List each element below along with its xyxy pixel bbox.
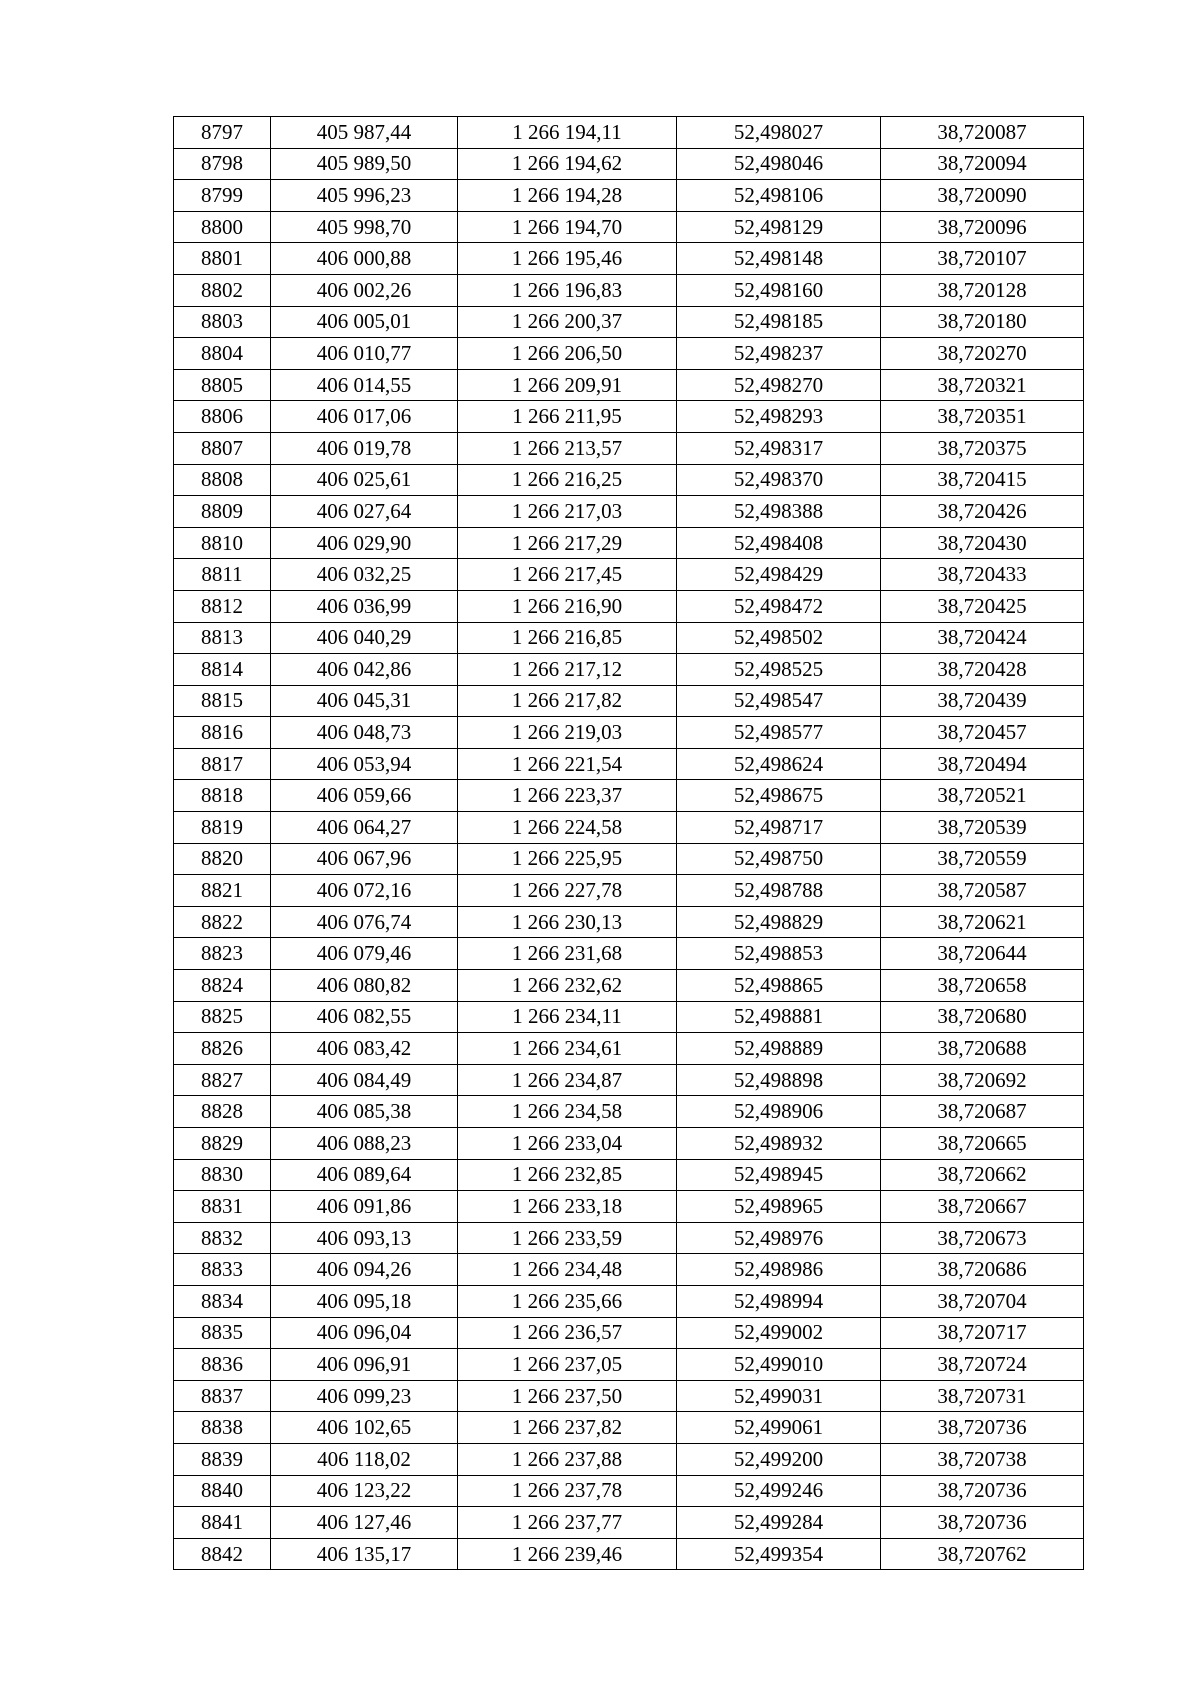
longitude-cell: 38,720270 xyxy=(881,338,1084,370)
latitude-cell: 52,498945 xyxy=(677,1159,881,1191)
x-coordinate-cell: 406 032,25 xyxy=(271,559,458,591)
latitude-cell: 52,498547 xyxy=(677,685,881,717)
latitude-cell: 52,498898 xyxy=(677,1064,881,1096)
x-coordinate-cell: 406 005,01 xyxy=(271,306,458,338)
point-number-cell: 8821 xyxy=(174,875,271,907)
longitude-cell: 38,720704 xyxy=(881,1285,1084,1317)
longitude-cell: 38,720087 xyxy=(881,117,1084,149)
point-number-cell: 8835 xyxy=(174,1317,271,1349)
y-coordinate-cell: 1 266 194,28 xyxy=(458,180,677,212)
table-row xyxy=(174,306,1084,338)
x-coordinate-cell: 406 064,27 xyxy=(271,812,458,844)
y-coordinate-cell: 1 266 232,62 xyxy=(458,970,677,1002)
longitude-cell: 38,720415 xyxy=(881,464,1084,496)
longitude-cell: 38,720736 xyxy=(881,1475,1084,1507)
y-coordinate-cell: 1 266 234,11 xyxy=(458,1001,677,1033)
table-row xyxy=(174,970,1084,1002)
longitude-cell: 38,720090 xyxy=(881,180,1084,212)
longitude-cell: 38,720428 xyxy=(881,654,1084,686)
y-coordinate-cell: 1 266 221,54 xyxy=(458,748,677,780)
longitude-cell: 38,720738 xyxy=(881,1443,1084,1475)
x-coordinate-cell: 406 059,66 xyxy=(271,780,458,812)
latitude-cell: 52,498788 xyxy=(677,875,881,907)
table-row xyxy=(174,843,1084,875)
point-number-cell: 8799 xyxy=(174,180,271,212)
latitude-cell: 52,498525 xyxy=(677,654,881,686)
y-coordinate-cell: 1 266 225,95 xyxy=(458,843,677,875)
latitude-cell: 52,499002 xyxy=(677,1317,881,1349)
longitude-cell: 38,720539 xyxy=(881,812,1084,844)
table-row xyxy=(174,1001,1084,1033)
point-number-cell: 8841 xyxy=(174,1507,271,1539)
y-coordinate-cell: 1 266 196,83 xyxy=(458,274,677,306)
point-number-cell: 8828 xyxy=(174,1096,271,1128)
table-row xyxy=(174,875,1084,907)
y-coordinate-cell: 1 266 224,58 xyxy=(458,812,677,844)
table-row xyxy=(174,1285,1084,1317)
point-number-cell: 8818 xyxy=(174,780,271,812)
x-coordinate-cell: 406 002,26 xyxy=(271,274,458,306)
y-coordinate-cell: 1 266 223,37 xyxy=(458,780,677,812)
x-coordinate-cell: 405 998,70 xyxy=(271,211,458,243)
point-number-cell: 8819 xyxy=(174,812,271,844)
longitude-cell: 38,720094 xyxy=(881,148,1084,180)
point-number-cell: 8839 xyxy=(174,1443,271,1475)
x-coordinate-cell: 406 095,18 xyxy=(271,1285,458,1317)
point-number-cell: 8814 xyxy=(174,654,271,686)
point-number-cell: 8827 xyxy=(174,1064,271,1096)
longitude-cell: 38,720439 xyxy=(881,685,1084,717)
table-row xyxy=(174,148,1084,180)
x-coordinate-cell: 406 000,88 xyxy=(271,243,458,275)
point-number-cell: 8807 xyxy=(174,432,271,464)
latitude-cell: 52,498237 xyxy=(677,338,881,370)
table-row xyxy=(174,1096,1084,1128)
point-number-cell: 8811 xyxy=(174,559,271,591)
table-row xyxy=(174,1191,1084,1223)
table-row xyxy=(174,1317,1084,1349)
latitude-cell: 52,498577 xyxy=(677,717,881,749)
y-coordinate-cell: 1 266 237,77 xyxy=(458,1507,677,1539)
x-coordinate-cell: 406 042,86 xyxy=(271,654,458,686)
table-row xyxy=(174,622,1084,654)
point-number-cell: 8833 xyxy=(174,1254,271,1286)
point-number-cell: 8829 xyxy=(174,1128,271,1160)
table-row xyxy=(174,812,1084,844)
point-number-cell: 8806 xyxy=(174,401,271,433)
point-number-cell: 8802 xyxy=(174,274,271,306)
latitude-cell: 52,498148 xyxy=(677,243,881,275)
latitude-cell: 52,498106 xyxy=(677,180,881,212)
longitude-cell: 38,720724 xyxy=(881,1349,1084,1381)
x-coordinate-cell: 406 076,74 xyxy=(271,906,458,938)
table-row xyxy=(174,590,1084,622)
y-coordinate-cell: 1 266 206,50 xyxy=(458,338,677,370)
latitude-cell: 52,498370 xyxy=(677,464,881,496)
point-number-cell: 8810 xyxy=(174,527,271,559)
longitude-cell: 38,720587 xyxy=(881,875,1084,907)
table-row xyxy=(174,496,1084,528)
latitude-cell: 52,498675 xyxy=(677,780,881,812)
longitude-cell: 38,720457 xyxy=(881,717,1084,749)
longitude-cell: 38,720673 xyxy=(881,1222,1084,1254)
x-coordinate-cell: 406 036,99 xyxy=(271,590,458,622)
y-coordinate-cell: 1 266 237,82 xyxy=(458,1412,677,1444)
longitude-cell: 38,720521 xyxy=(881,780,1084,812)
table-row xyxy=(174,748,1084,780)
latitude-cell: 52,498472 xyxy=(677,590,881,622)
y-coordinate-cell: 1 266 232,85 xyxy=(458,1159,677,1191)
point-number-cell: 8801 xyxy=(174,243,271,275)
table-row xyxy=(174,717,1084,749)
table-row xyxy=(174,1064,1084,1096)
latitude-cell: 52,498717 xyxy=(677,812,881,844)
longitude-cell: 38,720424 xyxy=(881,622,1084,654)
table-row xyxy=(174,1507,1084,1539)
y-coordinate-cell: 1 266 234,48 xyxy=(458,1254,677,1286)
table-row xyxy=(174,559,1084,591)
y-coordinate-cell: 1 266 200,37 xyxy=(458,306,677,338)
y-coordinate-cell: 1 266 219,03 xyxy=(458,717,677,749)
latitude-cell: 52,498986 xyxy=(677,1254,881,1286)
longitude-cell: 38,720662 xyxy=(881,1159,1084,1191)
latitude-cell: 52,498932 xyxy=(677,1128,881,1160)
x-coordinate-cell: 406 084,49 xyxy=(271,1064,458,1096)
y-coordinate-cell: 1 266 234,58 xyxy=(458,1096,677,1128)
table-row xyxy=(174,1380,1084,1412)
table-row xyxy=(174,369,1084,401)
x-coordinate-cell: 406 123,22 xyxy=(271,1475,458,1507)
y-coordinate-cell: 1 266 194,70 xyxy=(458,211,677,243)
x-coordinate-cell: 406 072,16 xyxy=(271,875,458,907)
latitude-cell: 52,498881 xyxy=(677,1001,881,1033)
point-number-cell: 8800 xyxy=(174,211,271,243)
longitude-cell: 38,720096 xyxy=(881,211,1084,243)
latitude-cell: 52,499200 xyxy=(677,1443,881,1475)
latitude-cell: 52,498889 xyxy=(677,1033,881,1065)
latitude-cell: 52,499061 xyxy=(677,1412,881,1444)
x-coordinate-cell: 406 048,73 xyxy=(271,717,458,749)
x-coordinate-cell: 406 096,04 xyxy=(271,1317,458,1349)
x-coordinate-cell: 406 094,26 xyxy=(271,1254,458,1286)
y-coordinate-cell: 1 266 217,12 xyxy=(458,654,677,686)
longitude-cell: 38,720644 xyxy=(881,938,1084,970)
table-row xyxy=(174,527,1084,559)
x-coordinate-cell: 406 017,06 xyxy=(271,401,458,433)
latitude-cell: 52,498994 xyxy=(677,1285,881,1317)
y-coordinate-cell: 1 266 233,59 xyxy=(458,1222,677,1254)
point-number-cell: 8816 xyxy=(174,717,271,749)
table-row xyxy=(174,432,1084,464)
table-row xyxy=(174,1349,1084,1381)
y-coordinate-cell: 1 266 217,82 xyxy=(458,685,677,717)
x-coordinate-cell: 406 019,78 xyxy=(271,432,458,464)
table-row xyxy=(174,654,1084,686)
longitude-cell: 38,720665 xyxy=(881,1128,1084,1160)
x-coordinate-cell: 406 085,38 xyxy=(271,1096,458,1128)
latitude-cell: 52,499284 xyxy=(677,1507,881,1539)
longitude-cell: 38,720107 xyxy=(881,243,1084,275)
table-row xyxy=(174,117,1084,149)
point-number-cell: 8798 xyxy=(174,148,271,180)
table-row xyxy=(174,464,1084,496)
x-coordinate-cell: 405 987,44 xyxy=(271,117,458,149)
latitude-cell: 52,498829 xyxy=(677,906,881,938)
y-coordinate-cell: 1 266 216,85 xyxy=(458,622,677,654)
latitude-cell: 52,498027 xyxy=(677,117,881,149)
point-number-cell: 8817 xyxy=(174,748,271,780)
point-number-cell: 8842 xyxy=(174,1538,271,1570)
y-coordinate-cell: 1 266 237,88 xyxy=(458,1443,677,1475)
latitude-cell: 52,499010 xyxy=(677,1349,881,1381)
x-coordinate-cell: 406 093,13 xyxy=(271,1222,458,1254)
x-coordinate-cell: 406 027,64 xyxy=(271,496,458,528)
longitude-cell: 38,720494 xyxy=(881,748,1084,780)
latitude-cell: 52,499354 xyxy=(677,1538,881,1570)
point-number-cell: 8804 xyxy=(174,338,271,370)
table-row xyxy=(174,180,1084,212)
point-number-cell: 8834 xyxy=(174,1285,271,1317)
longitude-cell: 38,720688 xyxy=(881,1033,1084,1065)
latitude-cell: 52,499031 xyxy=(677,1380,881,1412)
longitude-cell: 38,720762 xyxy=(881,1538,1084,1570)
longitude-cell: 38,720559 xyxy=(881,843,1084,875)
y-coordinate-cell: 1 266 217,45 xyxy=(458,559,677,591)
point-number-cell: 8831 xyxy=(174,1191,271,1223)
longitude-cell: 38,720686 xyxy=(881,1254,1084,1286)
y-coordinate-cell: 1 266 194,62 xyxy=(458,148,677,180)
latitude-cell: 52,498429 xyxy=(677,559,881,591)
x-coordinate-cell: 406 029,90 xyxy=(271,527,458,559)
table-row xyxy=(174,1538,1084,1570)
latitude-cell: 52,498965 xyxy=(677,1191,881,1223)
table-row xyxy=(174,1159,1084,1191)
y-coordinate-cell: 1 266 217,03 xyxy=(458,496,677,528)
latitude-cell: 52,498129 xyxy=(677,211,881,243)
latitude-cell: 52,498293 xyxy=(677,401,881,433)
x-coordinate-cell: 406 040,29 xyxy=(271,622,458,654)
point-number-cell: 8820 xyxy=(174,843,271,875)
longitude-cell: 38,720351 xyxy=(881,401,1084,433)
table-row xyxy=(174,1254,1084,1286)
latitude-cell: 52,498160 xyxy=(677,274,881,306)
point-number-cell: 8836 xyxy=(174,1349,271,1381)
table-row xyxy=(174,685,1084,717)
x-coordinate-cell: 406 096,91 xyxy=(271,1349,458,1381)
y-coordinate-cell: 1 266 237,05 xyxy=(458,1349,677,1381)
latitude-cell: 52,498853 xyxy=(677,938,881,970)
y-coordinate-cell: 1 266 213,57 xyxy=(458,432,677,464)
longitude-cell: 38,720425 xyxy=(881,590,1084,622)
latitude-cell: 52,498270 xyxy=(677,369,881,401)
table-row xyxy=(174,211,1084,243)
y-coordinate-cell: 1 266 237,50 xyxy=(458,1380,677,1412)
x-coordinate-cell: 406 135,17 xyxy=(271,1538,458,1570)
y-coordinate-cell: 1 266 194,11 xyxy=(458,117,677,149)
y-coordinate-cell: 1 266 211,95 xyxy=(458,401,677,433)
longitude-cell: 38,720736 xyxy=(881,1412,1084,1444)
x-coordinate-cell: 406 083,42 xyxy=(271,1033,458,1065)
latitude-cell: 52,499246 xyxy=(677,1475,881,1507)
table-row xyxy=(174,1222,1084,1254)
table-row xyxy=(174,401,1084,433)
longitude-cell: 38,720180 xyxy=(881,306,1084,338)
point-number-cell: 8808 xyxy=(174,464,271,496)
longitude-cell: 38,720321 xyxy=(881,369,1084,401)
x-coordinate-cell: 406 080,82 xyxy=(271,970,458,1002)
latitude-cell: 52,498185 xyxy=(677,306,881,338)
point-number-cell: 8840 xyxy=(174,1475,271,1507)
longitude-cell: 38,720433 xyxy=(881,559,1084,591)
x-coordinate-cell: 406 127,46 xyxy=(271,1507,458,1539)
x-coordinate-cell: 406 089,64 xyxy=(271,1159,458,1191)
coordinates-table xyxy=(173,116,1084,1570)
latitude-cell: 52,498865 xyxy=(677,970,881,1002)
y-coordinate-cell: 1 266 234,87 xyxy=(458,1064,677,1096)
latitude-cell: 52,498408 xyxy=(677,527,881,559)
y-coordinate-cell: 1 266 209,91 xyxy=(458,369,677,401)
x-coordinate-cell: 406 091,86 xyxy=(271,1191,458,1223)
y-coordinate-cell: 1 266 236,57 xyxy=(458,1317,677,1349)
point-number-cell: 8803 xyxy=(174,306,271,338)
y-coordinate-cell: 1 266 227,78 xyxy=(458,875,677,907)
y-coordinate-cell: 1 266 239,46 xyxy=(458,1538,677,1570)
table-row xyxy=(174,243,1084,275)
table-row xyxy=(174,1475,1084,1507)
point-number-cell: 8815 xyxy=(174,685,271,717)
x-coordinate-cell: 406 045,31 xyxy=(271,685,458,717)
y-coordinate-cell: 1 266 195,46 xyxy=(458,243,677,275)
point-number-cell: 8832 xyxy=(174,1222,271,1254)
x-coordinate-cell: 406 102,65 xyxy=(271,1412,458,1444)
y-coordinate-cell: 1 266 217,29 xyxy=(458,527,677,559)
point-number-cell: 8837 xyxy=(174,1380,271,1412)
point-number-cell: 8813 xyxy=(174,622,271,654)
y-coordinate-cell: 1 266 235,66 xyxy=(458,1285,677,1317)
point-number-cell: 8825 xyxy=(174,1001,271,1033)
longitude-cell: 38,720717 xyxy=(881,1317,1084,1349)
y-coordinate-cell: 1 266 237,78 xyxy=(458,1475,677,1507)
longitude-cell: 38,720667 xyxy=(881,1191,1084,1223)
coordinates-table-body xyxy=(174,117,1084,1570)
table-row xyxy=(174,780,1084,812)
x-coordinate-cell: 406 088,23 xyxy=(271,1128,458,1160)
longitude-cell: 38,720375 xyxy=(881,432,1084,464)
longitude-cell: 38,720687 xyxy=(881,1096,1084,1128)
y-coordinate-cell: 1 266 234,61 xyxy=(458,1033,677,1065)
latitude-cell: 52,498502 xyxy=(677,622,881,654)
point-number-cell: 8830 xyxy=(174,1159,271,1191)
y-coordinate-cell: 1 266 231,68 xyxy=(458,938,677,970)
table-row xyxy=(174,1128,1084,1160)
longitude-cell: 38,720736 xyxy=(881,1507,1084,1539)
x-coordinate-cell: 406 053,94 xyxy=(271,748,458,780)
point-number-cell: 8809 xyxy=(174,496,271,528)
point-number-cell: 8838 xyxy=(174,1412,271,1444)
point-number-cell: 8812 xyxy=(174,590,271,622)
longitude-cell: 38,720731 xyxy=(881,1380,1084,1412)
table-row xyxy=(174,938,1084,970)
longitude-cell: 38,720621 xyxy=(881,906,1084,938)
x-coordinate-cell: 406 099,23 xyxy=(271,1380,458,1412)
x-coordinate-cell: 406 025,61 xyxy=(271,464,458,496)
x-coordinate-cell: 406 014,55 xyxy=(271,369,458,401)
point-number-cell: 8797 xyxy=(174,117,271,149)
x-coordinate-cell: 405 989,50 xyxy=(271,148,458,180)
longitude-cell: 38,720426 xyxy=(881,496,1084,528)
point-number-cell: 8823 xyxy=(174,938,271,970)
latitude-cell: 52,498976 xyxy=(677,1222,881,1254)
x-coordinate-cell: 406 079,46 xyxy=(271,938,458,970)
point-number-cell: 8822 xyxy=(174,906,271,938)
x-coordinate-cell: 405 996,23 xyxy=(271,180,458,212)
y-coordinate-cell: 1 266 233,18 xyxy=(458,1191,677,1223)
latitude-cell: 52,498624 xyxy=(677,748,881,780)
latitude-cell: 52,498750 xyxy=(677,843,881,875)
table-row xyxy=(174,1033,1084,1065)
longitude-cell: 38,720692 xyxy=(881,1064,1084,1096)
y-coordinate-cell: 1 266 230,13 xyxy=(458,906,677,938)
y-coordinate-cell: 1 266 233,04 xyxy=(458,1128,677,1160)
longitude-cell: 38,720658 xyxy=(881,970,1084,1002)
point-number-cell: 8824 xyxy=(174,970,271,1002)
latitude-cell: 52,498906 xyxy=(677,1096,881,1128)
point-number-cell: 8805 xyxy=(174,369,271,401)
x-coordinate-cell: 406 118,02 xyxy=(271,1443,458,1475)
table-row xyxy=(174,906,1084,938)
latitude-cell: 52,498388 xyxy=(677,496,881,528)
y-coordinate-cell: 1 266 216,25 xyxy=(458,464,677,496)
x-coordinate-cell: 406 082,55 xyxy=(271,1001,458,1033)
longitude-cell: 38,720128 xyxy=(881,274,1084,306)
y-coordinate-cell: 1 266 216,90 xyxy=(458,590,677,622)
table-row xyxy=(174,1443,1084,1475)
longitude-cell: 38,720680 xyxy=(881,1001,1084,1033)
point-number-cell: 8826 xyxy=(174,1033,271,1065)
x-coordinate-cell: 406 010,77 xyxy=(271,338,458,370)
longitude-cell: 38,720430 xyxy=(881,527,1084,559)
table-row xyxy=(174,338,1084,370)
table-row xyxy=(174,1412,1084,1444)
latitude-cell: 52,498046 xyxy=(677,148,881,180)
x-coordinate-cell: 406 067,96 xyxy=(271,843,458,875)
latitude-cell: 52,498317 xyxy=(677,432,881,464)
table-row xyxy=(174,274,1084,306)
